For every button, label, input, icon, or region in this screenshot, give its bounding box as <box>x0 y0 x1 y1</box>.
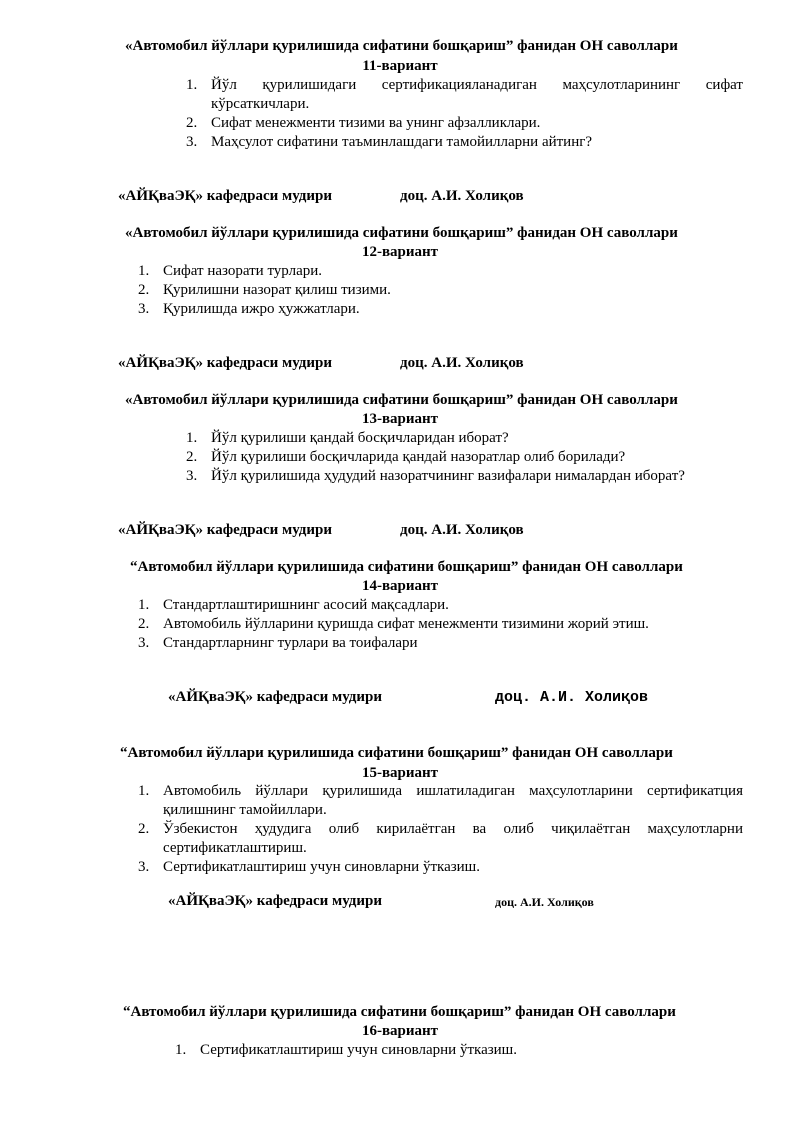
signature-department: «АЙҚваЭҚ» кафедраси мудири <box>168 689 382 705</box>
list-item: 3. Йўл қурилишида ҳудудий назоратчининг вазифалари нималардан иборат? <box>186 468 685 484</box>
section-title: “Автомобил йўллари қурилишида сифатини бошқариш” фанидан ОН саволлари <box>130 559 683 575</box>
variant-number: 13-вариант <box>361 411 439 427</box>
variant-number: 15-вариант <box>361 765 439 781</box>
signature-name: доц. А.И. Холиқов <box>400 355 524 371</box>
variant-number: 11-вариант <box>362 58 438 74</box>
list-item: 1. Сертификатлаштириш учун синовларни ўтказиш. <box>175 1042 517 1058</box>
question-list <box>138 782 743 877</box>
question-list <box>138 596 743 653</box>
signature-department: «АЙҚваЭҚ» кафедраси мудири <box>118 522 332 538</box>
signature-name: доц. А.И. Холиқов <box>495 895 594 909</box>
signature-department: «АЙҚваЭҚ» кафедраси мудири <box>168 893 382 909</box>
section-title: «Автомобил йўллари қурилишида сифатини бошқариш” фанидан ОН саволлари <box>125 392 678 408</box>
list-item: 3. Маҳсулот сифатини таъминлашдаги тамойилларни айтинг? <box>186 134 593 150</box>
list-item: 2. Ўзбекистон ҳудудига олиб кирилаётган ва олиб чиқилаётган маҳсулотларни сертификатлаштириш. <box>138 821 743 856</box>
signature-name: доц. А.И. Холиқов <box>400 522 524 538</box>
list-item: 3. Стандартларнинг турлари ва тоифалари <box>138 635 418 651</box>
signature-department: «АЙҚваЭҚ» кафедраси мудири <box>118 188 332 204</box>
section-title: “Автомобил йўллари қурилишида сифатини бошқариш” фанидан ОН саволлари <box>123 1004 676 1020</box>
variant-number: 14-вариант <box>361 578 439 594</box>
list-item: 3. Сертификатлаштириш учун синовларни ўтказиш. <box>138 859 480 875</box>
variant-number: 12-вариант <box>361 244 439 260</box>
list-item: 2. Сифат менежменти тизими ва унинг афзалликлари. <box>186 115 541 131</box>
list-item: 1. Сифат назорати турлари. <box>138 263 323 279</box>
variant-number: 16-вариант <box>361 1023 439 1039</box>
question-list <box>186 76 743 152</box>
list-item: 2. Йўл қурилиши босқичларида қандай назоратлар олиб борилади? <box>186 449 626 465</box>
list-item: 2. Автомобиль йўлларини қуришда сифат менежменти тизимини жорий этиш. <box>138 616 649 632</box>
question-list <box>175 1041 743 1060</box>
signature-department: «АЙҚваЭҚ» кафедраси мудири <box>118 355 332 371</box>
list-item: 2. Қурилишни назорат қилиш тизими. <box>138 282 391 298</box>
question-list <box>138 262 743 319</box>
list-item: 1. Йўл қурилишидаги сертификацияланадиган маҳсулотларининг сифат кўрсаткичлари. <box>186 77 743 112</box>
list-item: 1. Автомобиль йўллари қурилишида ишлатиладиган маҳсулотларини сертификатция қилишнинг тамойиллари. <box>138 783 743 818</box>
list-item: 1. Йўл қурилиши қандай босқичларидан иборат? <box>186 430 509 446</box>
section-title: “Автомобил йўллари қурилишида сифатини бошқариш” фанидан ОН саволлари <box>120 745 673 761</box>
question-list <box>186 429 743 486</box>
list-item: 3. Қурилишда ижро ҳужжатлари. <box>138 301 360 317</box>
section-title: «Автомобил йўллари қурилишида сифатини бошқариш” фанидан ОН саволлари <box>125 38 678 54</box>
section-title: «Автомобил йўллари қурилишида сифатини бошқариш” фанидан ОН саволлари <box>125 225 678 241</box>
signature-name: доц. А.И. Холиқов <box>400 188 524 204</box>
signature-name: доц. А.И. Холиқов <box>495 689 649 706</box>
list-item: 1. Стандартлаштиришнинг асосий мақсадлари. <box>138 597 449 613</box>
